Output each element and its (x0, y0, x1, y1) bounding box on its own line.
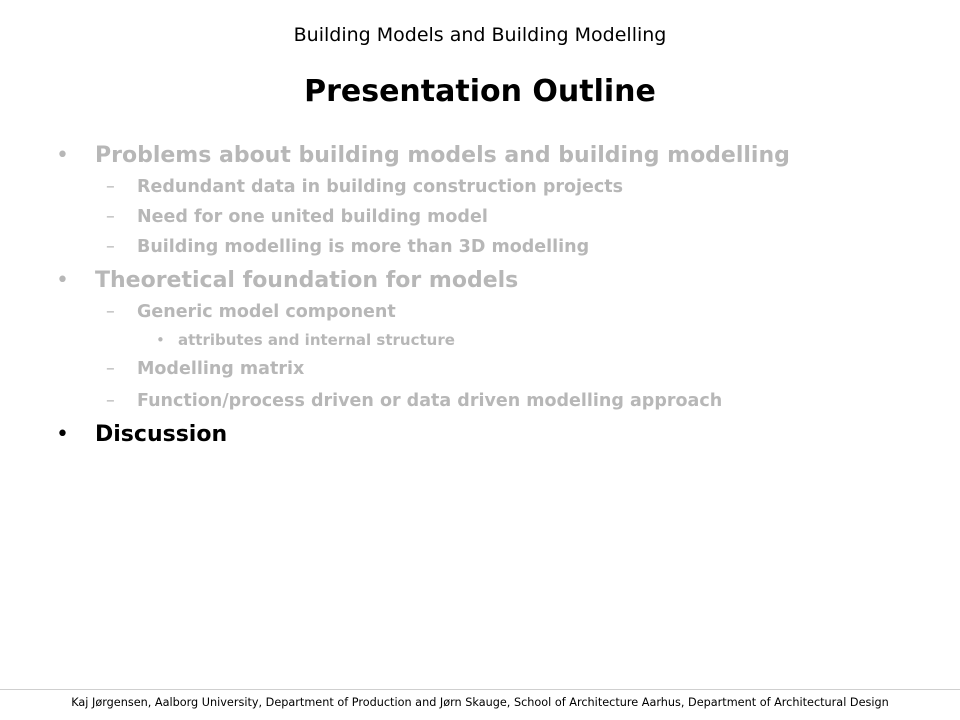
bullet-marker: • (56, 268, 69, 293)
dash-marker: – (106, 391, 115, 411)
bullet-marker: • (156, 331, 165, 349)
outline-subitem-redundant-data (106, 177, 623, 197)
outline-item-discussion (56, 422, 227, 447)
outline-item-label: Discussion (95, 422, 228, 447)
outline-subitem-more-than-3d (106, 237, 589, 257)
outline-detail-attributes (156, 331, 455, 349)
footer-divider (0, 689, 960, 690)
outline-item-problems (56, 143, 790, 168)
dash-marker: – (106, 237, 115, 257)
footer-credits: Kaj Jørgensen, Aalborg University, Department of Production and Jørn Skauge, School of Architecture Aarhus, Department of Architectural Design (71, 696, 889, 709)
outline-subitem-label: Redundant data in building construction projects (137, 177, 624, 197)
outline-subitem-label: Function/process driven or data driven modelling approach (137, 391, 723, 411)
bullet-marker: • (56, 143, 69, 168)
outline-subitem-label: Need for one united building model (137, 207, 488, 227)
outline-item-theoretical-foundation (56, 268, 518, 293)
dash-marker: – (106, 302, 115, 322)
outline-subitem-united-model (106, 207, 488, 227)
dash-marker: – (106, 177, 115, 197)
outline-item-label: Problems about building models and building modelling (95, 143, 790, 168)
outline-subitem-modelling-matrix (106, 359, 304, 379)
outline-subitem-modelling-approach (106, 391, 722, 411)
outline-subitem-label: Building modelling is more than 3D modelling (137, 237, 590, 257)
dash-marker: – (106, 359, 115, 379)
header-title: Building Models and Building Modelling (293, 24, 667, 46)
page-title: Presentation Outline (304, 74, 656, 109)
outline-subitem-generic-component (106, 302, 396, 322)
outline-subitem-label: Generic model component (137, 302, 396, 322)
outline-item-label: Theoretical foundation for models (95, 268, 519, 293)
outline-subitem-label: Modelling matrix (137, 359, 305, 379)
outline-detail-label: attributes and internal structure (178, 331, 455, 349)
bullet-marker: • (56, 422, 69, 447)
dash-marker: – (106, 207, 115, 227)
